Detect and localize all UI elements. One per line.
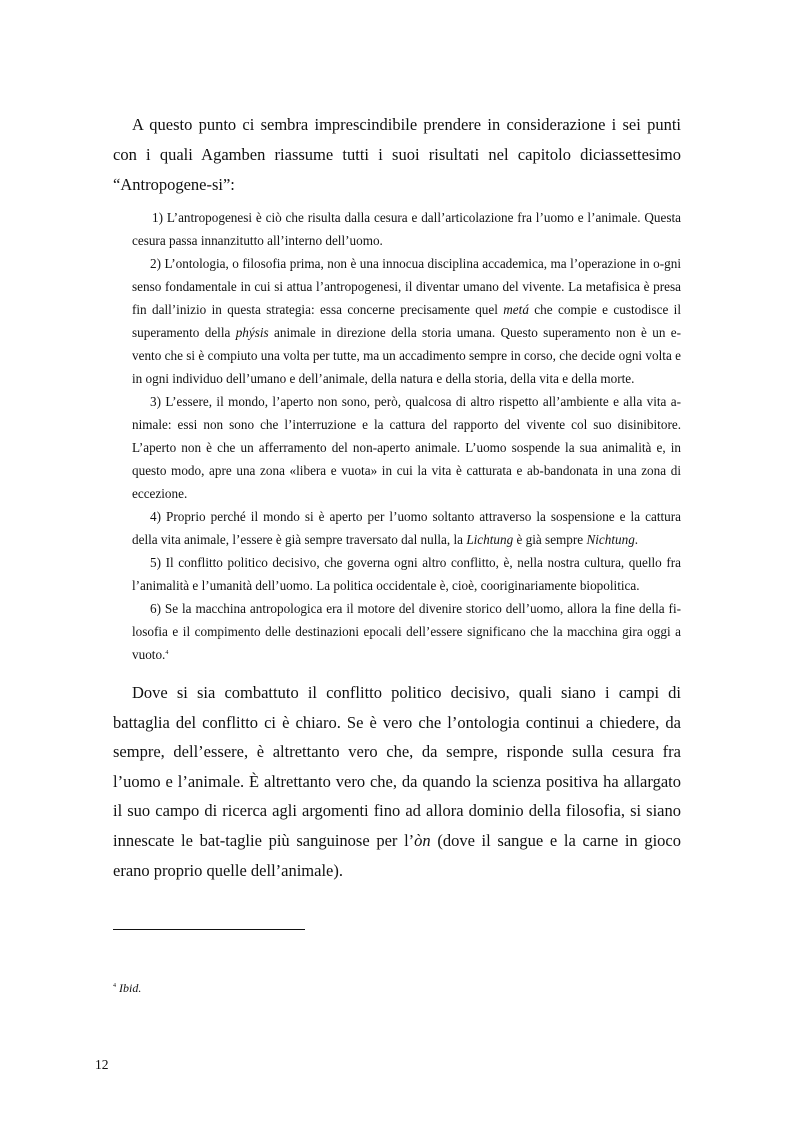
term-meta: metá	[503, 302, 529, 317]
footnote-number: 4	[113, 983, 116, 989]
quote-point-4: 4) Proprio perché il mondo si è aperto per l’uomo soltanto attraverso la sospensione e la cattura della vita animale, l’essere è già sempre traversato dal nulla, la Lichtung è già sempre Nichtung.	[132, 509, 681, 547]
quote-point-2: 2) L’ontologia, o filosofia prima, non è una innocua disciplina accademica, ma l’operazione in o-gni senso fondamentale in cui si attua l’antropogenesi, il diventar umano del vivente. La metafisica è presa fin dall’inizio in questa strategia: essa concerne precisamente quel metá che compie e custodisce il superamento della phýsis animale in direzione della storia umana. Questo superamento non è un e-vento che si è compiuto una volta per tutte, ma un accadimento sempre in corso, che decide ogni volta e in ogni individuo dell’umano e dell’animale, della natura e della storia, della vita e della morte.	[132, 256, 681, 386]
term-nichtung: Nichtung	[586, 532, 635, 547]
quote-point-1: 1) L’antropogenesi è ciò che risulta dalla cesura e dall’articolazione fra l’uomo e l’animale. Questa cesura passa innanzitutto all’interno dell’uomo.	[132, 210, 681, 248]
quote-point-5: 5) Il conflitto politico decisivo, che governa ogni altro conflitto, è, nella nostra cultura, quello fra l’animalità e l’umanità dell’uomo. La politica occidentale è, cioè, cooriginariamente biopolitica.	[132, 555, 681, 593]
block-quote	[132, 206, 681, 666]
quote-point-6: 6) Se la macchina antropologica era il motore del divenire storico dell’uomo, allora la fine della fi-losofia e il compimento delle destinazioni epocali dell’essere significano che la macchina gira oggi a vuoto.$^4$	[132, 601, 681, 662]
footnote-text: Ibid.	[119, 981, 142, 995]
quote-point-3: 3) L’essere, il mondo, l’aperto non sono, però, qualcosa di altro rispetto all’ambiente e alla vita a-nimale: essi non sono che l’interruzione e la cattura del rapporto del vivente col suo disinibitore. L’aperto non è che un afferramento del non-aperto animale. L’uomo sospende la sua animalità e, in questo modo, apre una zona «libera e vuota» in cui la vita è catturata e ab-bandonata in una zona di eccezione.	[132, 394, 681, 501]
intro-paragraph: A questo punto ci sembra imprescindibile prendere in considerazione i sei punti con i quali Agamben riassume tutti i suoi risultati nel capitolo diciassettesimo “Antropogene-si”:	[113, 115, 681, 194]
page-number: 12	[95, 1057, 109, 1072]
footnote	[113, 980, 141, 996]
term-on: òn	[414, 830, 431, 850]
footnote-ref[interactable]: 4	[165, 650, 169, 656]
footnote-separator	[113, 929, 305, 930]
body-paragraph: Dove si sia combattuto il conflitto politico decisivo, quali siano i campi di battaglia del conflitto ci è chiaro. Se è vero che l’ontologia continui a chiedere, da sempre, dell’essere, è altrettanto vero che, da sempre, risponde sulla cesura fra l’uomo e l’animale. È altrettanto vero che, da quando la scienza positiva ha allargato il suo campo di ricerca agli argomenti fino ad allora dominio della filosofia, si siano innescate le bat-taglie più sanguinose per l’òn (dove il sangue e la carne in gioco erano proprio quelle dell’animale).	[113, 683, 681, 880]
term-physis: phýsis	[235, 325, 269, 340]
term-lichtung: Lichtung	[466, 532, 514, 547]
